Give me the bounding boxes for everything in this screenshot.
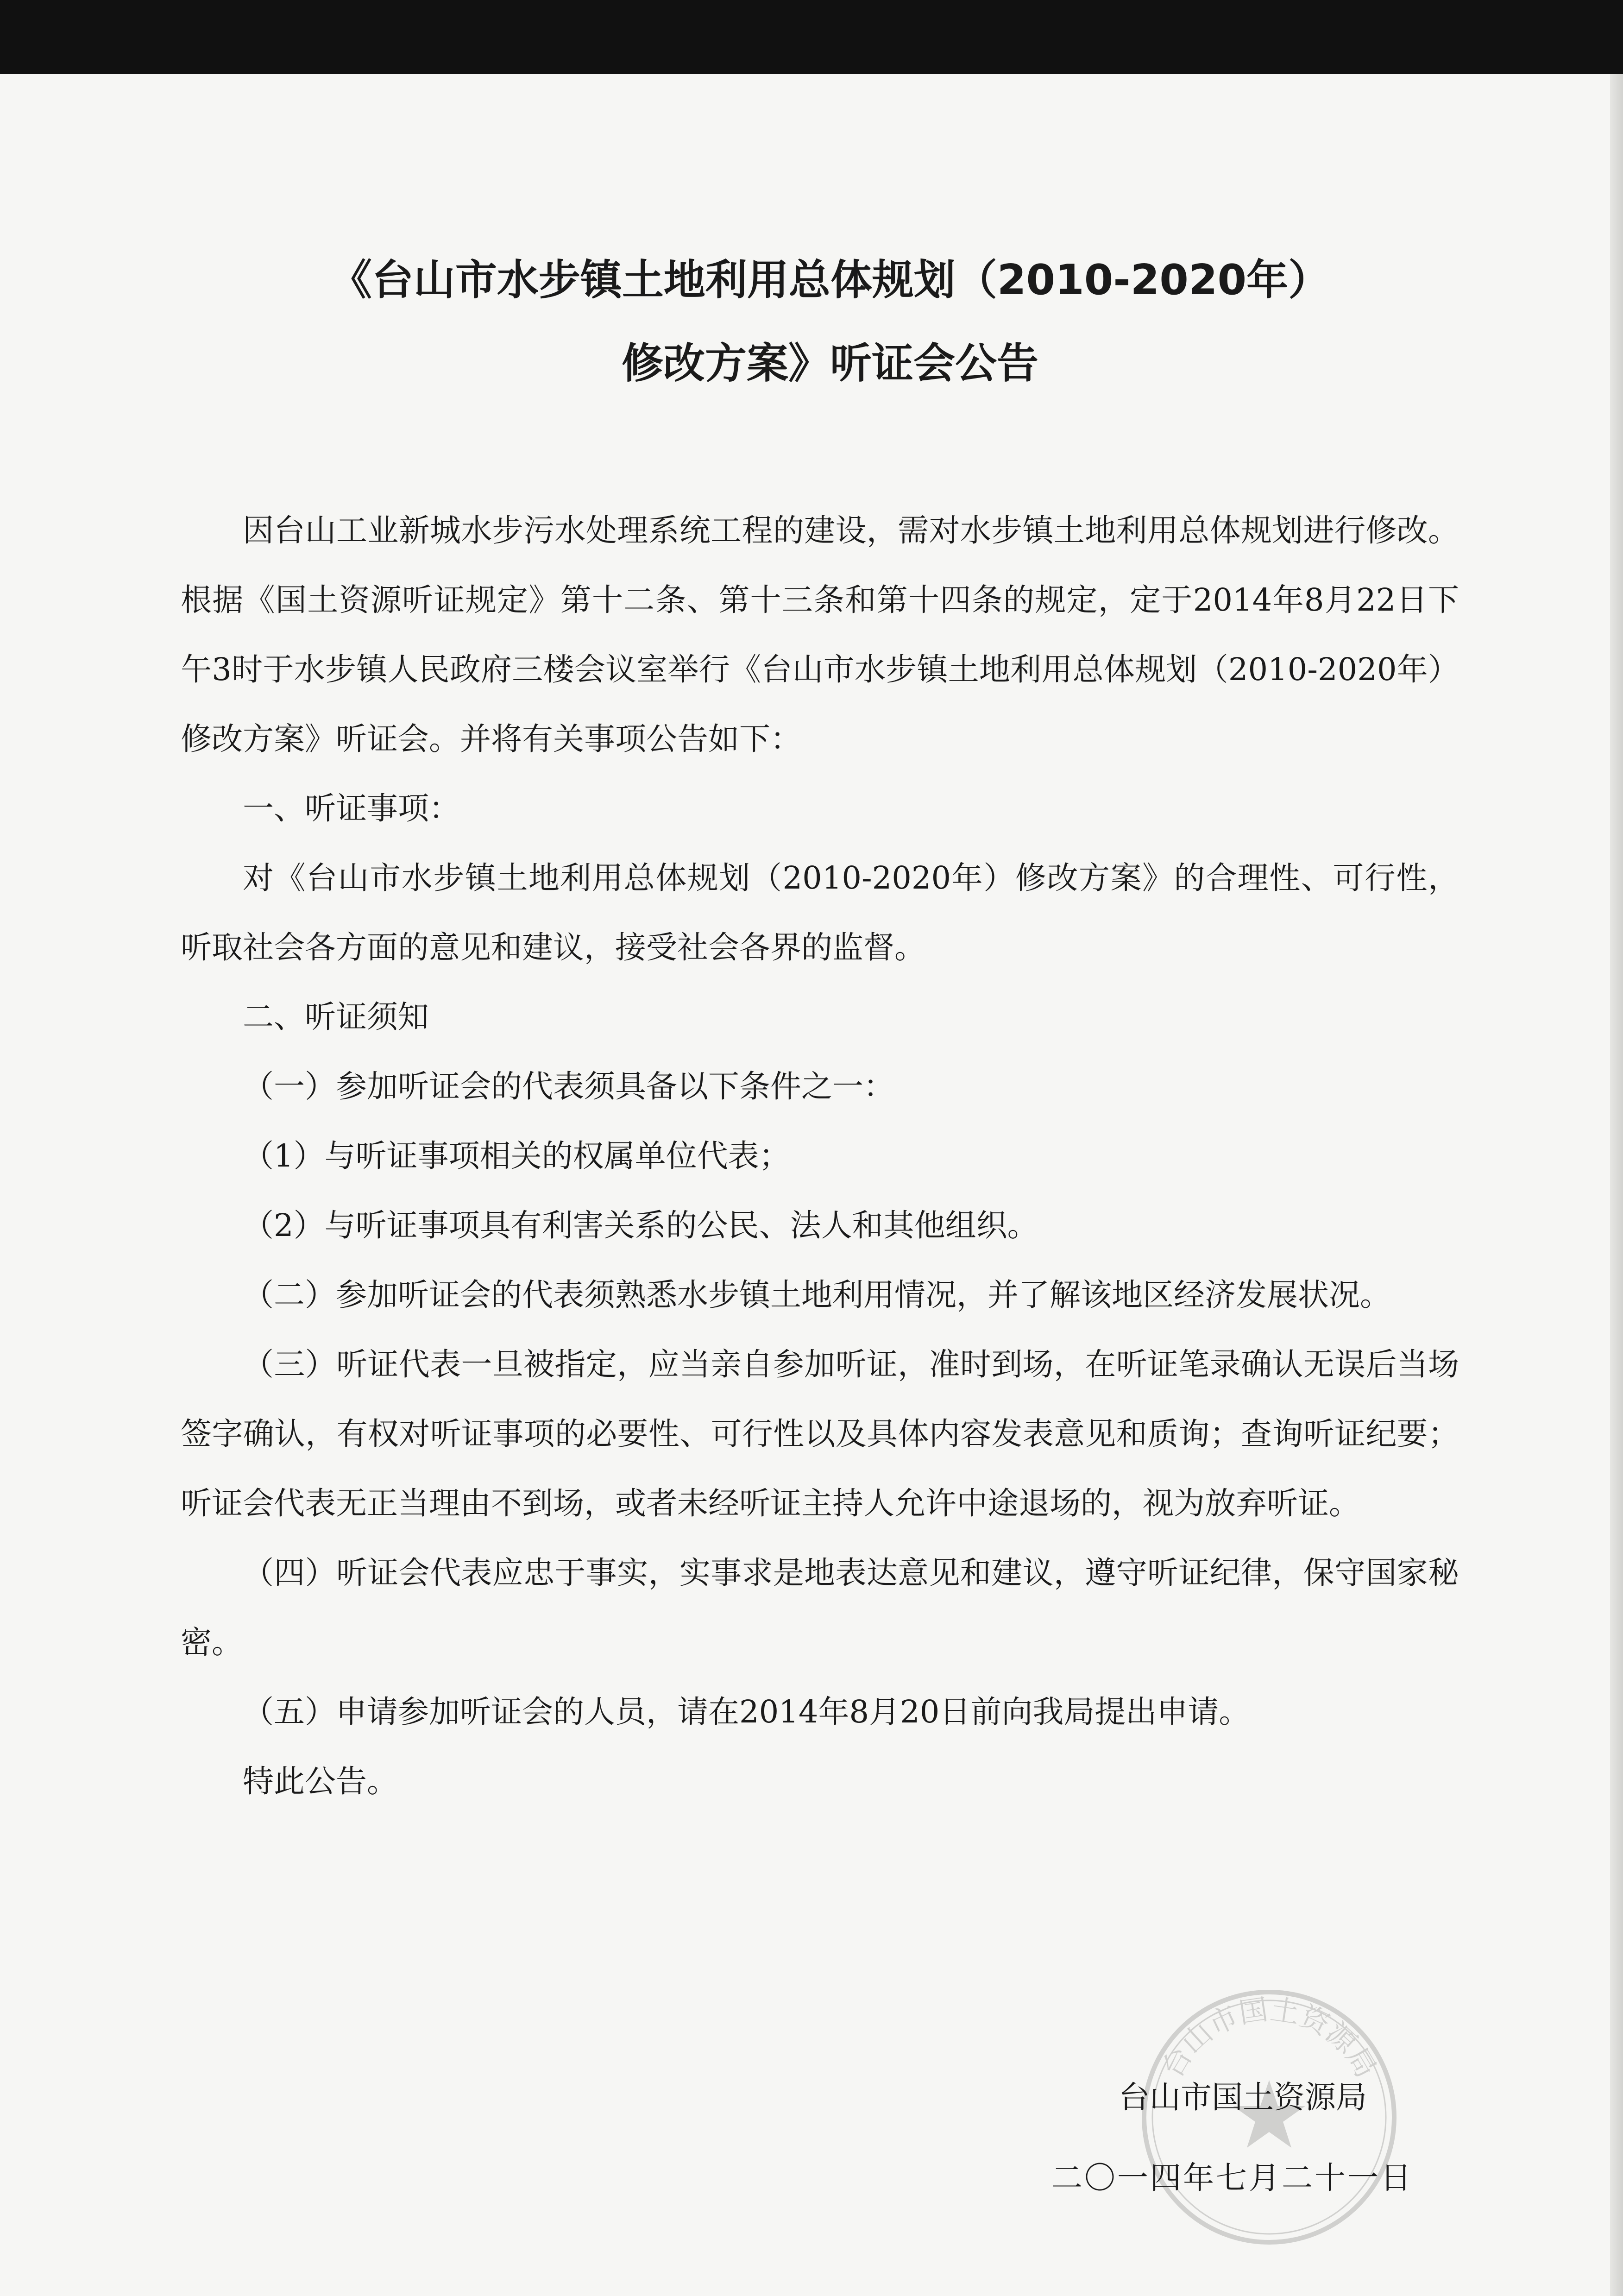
notice-item-1-condition-2: （2）与听证事项具有利害关系的公民、法人和其他组织。 <box>243 1207 1038 1243</box>
closing-statement: 特此公告。 <box>243 1763 398 1799</box>
seal-text: 台山市国土资源局 <box>1155 1992 1384 2083</box>
notice-item-1-condition-1: （1）与听证事项相关的权属单位代表； <box>243 1138 790 1174</box>
document-title-line-2: 修改方案》听证会公告 <box>622 339 1038 388</box>
intro-paragraph: 因台山工业新城水步污水处理系统工程的建设，需对水步镇土地利用总体规划进行修改。根据《国土资源听证规定》第十二条、第十三条和第十四条的规定，定于2014年8月22日下午3时于水步镇人民政府三楼会议室举行《台山市水步镇土地利用总体规划（2010-2020年）修改方案》听证会。并将有关事项公告如下： <box>181 512 1459 757</box>
document-title-line-1: 《台山市水步镇土地利用总体规划（2010-2020年） <box>330 256 1330 304</box>
signature-organization: 台山市国土资源局 <box>1119 2079 1367 2115</box>
notice-item-4: （四）听证会代表应忠于事实，实事求是地表达意见和建议，遵守听证纪律，保守国家秘密。 <box>181 1555 1459 1660</box>
hearing-matters-paragraph: 对《台山市水步镇土地利用总体规划（2010-2020年）修改方案》的合理性、可行性，听取社会各方面的意见和建议，接受社会各界的监督。 <box>181 860 1459 965</box>
section-heading-hearing-notice: 二、听证须知 <box>243 999 429 1035</box>
notice-item-2: （二）参加听证会的代表须熟悉水步镇土地利用情况，并了解该地区经济发展状况。 <box>243 1277 1391 1313</box>
notice-item-5: （五）申请参加听证会的人员，请在2014年8月20日前向我局提出申请。 <box>243 1694 1250 1730</box>
notice-item-1: （一）参加听证会的代表须具备以下条件之一： <box>243 1068 894 1104</box>
notice-item-3: （三）听证代表一旦被指定，应当亲自参加听证，准时到场，在听证笔录确认无误后当场签字确认，有权对听证事项的必要性、可行性以及具体内容发表意见和质询；查询听证纪要；听证会代表无正当理由不到场，或者未经听证主持人允许中途退场的，视为放弃听证。 <box>181 1346 1459 1521</box>
section-heading-hearing-matters: 一、听证事项： <box>243 790 460 826</box>
scan-edge-shadow <box>1610 74 1623 2296</box>
document-page <box>0 74 1623 2296</box>
signature-date: 二〇一四年七月二十一日 <box>1051 2160 1413 2196</box>
document-body <box>181 496 1459 1816</box>
